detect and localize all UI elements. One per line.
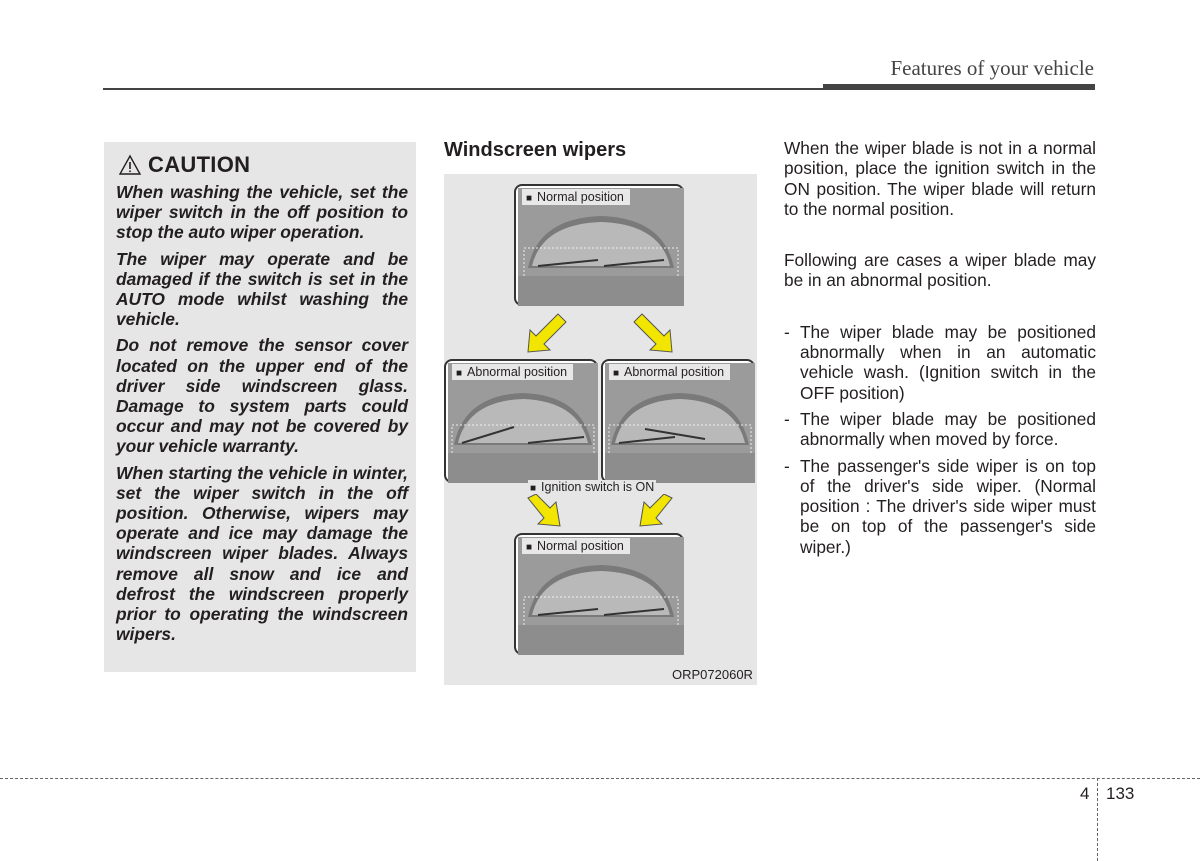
list-item: - The wiper blade may be positioned abnormally when moved by force. <box>784 408 1096 450</box>
cases-intro-paragraph: Following are cases a wiper blade may be in an abnormal position. <box>784 250 1096 291</box>
abnormal-position-frame-right <box>601 359 755 483</box>
windscreen-illustration <box>605 363 755 483</box>
list-item: - The wiper blade may be positioned abnormally when in an automatic vehicle wash. (Ignition switch in the OFF position) <box>784 321 1096 403</box>
caution-paragraph: The wiper may operate and be damaged if the switch is set in the AUTO mode whilst washing the vehicle. <box>116 248 408 330</box>
page-number: 133 <box>1106 784 1135 803</box>
caution-body <box>116 182 408 650</box>
windscreen-illustration <box>448 363 598 483</box>
abnormal-position-frame-left <box>444 359 598 483</box>
arrow-down-left-icon <box>640 494 672 526</box>
arrow-down-right-icon <box>528 494 560 526</box>
caution-title: CAUTION <box>148 152 251 177</box>
caution-paragraph: When starting the vehicle in winter, set the wiper switch in the off position. Otherwise, wipers may operate and ice may damage the windscreen wiper blades. Always remove all snow and ice and defrost the windscreen properly prior to operating the windscreen wipers. <box>116 462 408 645</box>
list-item-text: The wiper blade may be positioned abnormally when moved by force. <box>800 408 1096 450</box>
figure-label-abnormal-left: ■ Abnormal position <box>452 364 573 380</box>
header-title: Features of your vehicle <box>890 56 1094 80</box>
footer-rule <box>0 778 1200 779</box>
header-tab-bar <box>823 84 1095 90</box>
windscreen-illustration <box>518 537 684 655</box>
warning-triangle-icon <box>118 154 142 176</box>
section-title: Windscreen wipers <box>444 139 627 161</box>
figure-label-normal-top: ■ Normal position <box>522 189 630 205</box>
arrow-icons-lower <box>520 494 680 534</box>
normal-position-frame-top <box>514 184 684 306</box>
footer-vertical-rule <box>1097 778 1098 861</box>
right-column <box>784 138 1096 563</box>
normal-position-frame-bottom <box>514 533 684 655</box>
intro-paragraph: When the wiper blade is not in a normal position, place the ignition switch in the ON position. The wiper blade will return to the normal position. <box>784 138 1096 219</box>
figure-label-normal-bottom: ■ Normal position <box>522 538 630 554</box>
figure-label-ignition: ■ Ignition switch is ON <box>528 480 656 494</box>
header-rule <box>103 88 823 90</box>
caution-paragraph: When washing the vehicle, set the wiper switch in the off position to stop the auto wiper operation. <box>116 182 408 243</box>
list-item-text: The wiper blade may be positioned abnormally when in an automatic vehicle wash. (Ignition switch in the OFF position) <box>800 321 1096 403</box>
windscreen-illustration <box>518 188 684 306</box>
arrow-down-left-icon <box>528 314 566 352</box>
arrow-icons-upper <box>520 310 680 360</box>
figure-code: ORP072060R <box>672 667 753 682</box>
caution-box <box>104 142 416 672</box>
list-item: - The passenger's side wiper is on top of the driver's side wiper. (Normal position : The driver's side wiper must be on top of the passenger's side wiper.) <box>784 455 1096 557</box>
chapter-number: 4 <box>1080 784 1090 803</box>
cases-list <box>784 322 1096 557</box>
arrow-down-right-icon <box>634 314 672 352</box>
figure-label-abnormal-right: ■ Abnormal position <box>609 364 730 380</box>
caution-paragraph: Do not remove the sensor cover located on the upper end of the driver side windscreen glass. Damage to system parts could occur and may not be covered by your vehicle warranty. <box>116 335 408 457</box>
list-item-text: The passenger's side wiper is on top of the driver's side wiper. (Normal position : The driver's side wiper must be on top of the passenger's side wiper.) <box>800 455 1096 557</box>
caution-heading <box>118 152 250 178</box>
